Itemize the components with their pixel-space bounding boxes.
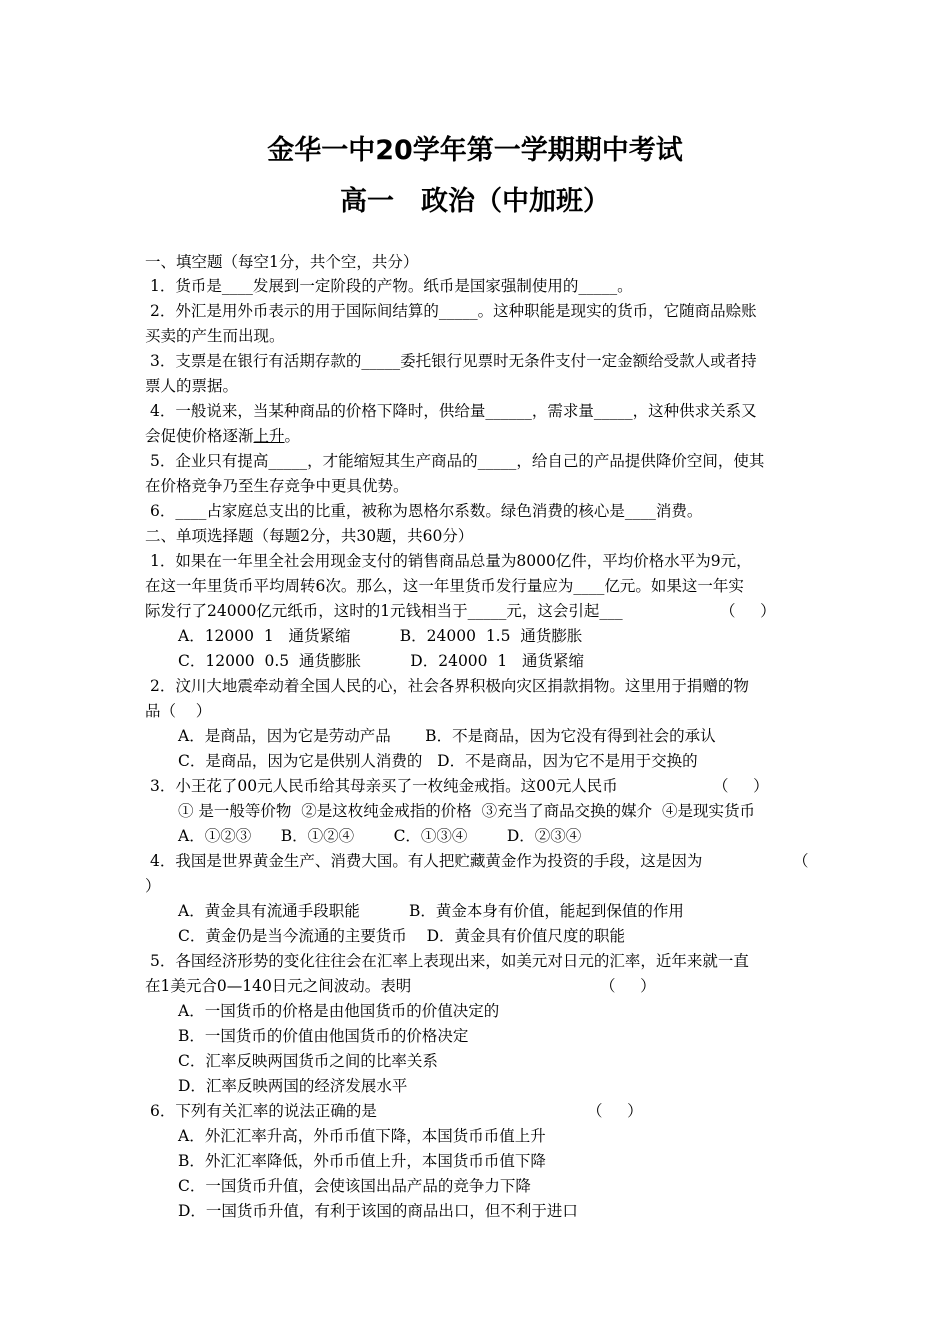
answer-parenthesis-q3: （ ） [713,777,769,795]
fill-blank-q1: 1．货币是____发展到一定阶段的产物。纸币是国家强制使用的_____。 [150,277,633,295]
choice-q4-line1: 4．我国是世界黄金生产、消费大国。有人把贮藏黄金作为投资的手段，这是因为 [150,852,703,870]
exam-title: 金华一中20学年第一学期期中考试 [267,135,683,166]
choice-q4-options-cd: C．黄金仍是当今流通的主要货币 D．黄金具有价值尺度的职能 [178,927,625,945]
choice-q3-statements: ① 是一般等价物 ②是这枚纯金戒指的价格 ③充当了商品交换的媒介 ④是现实货币 [178,802,755,820]
fill-blank-q5-line1: 5．企业只有提高_____，才能缩短其生产商品的_____，给自己的产品提供降价空间，使其 [150,452,765,470]
choice-q6-option-d: D．一国货币升值，有利于该国的商品出口，但不利于进口 [178,1202,578,1220]
answer-parenthesis-q1: （ ） [720,602,776,620]
choice-q4-options-ab: A．黄金具有流通手段职能 B．黄金本身有价值，能起到保值的作用 [178,902,684,920]
answer-parenthesis-q6: （ ） [587,1102,643,1120]
choice-q6-option-a: A．外汇汇率升高，外币币值下降，本国货币币值上升 [178,1127,546,1145]
choice-q1-line2: 在这一年里货币平均周转6次。那么，这一年里货币发行量应为____亿元。如果这一年实 [145,577,744,595]
choice-q1-line1: 1．如果在一年里全社会用现金支付的销售商品总量为8000亿件，平均价格水平为9元， [150,552,752,570]
choice-q1-line3: 际发行了24000亿元纸币，这时的1元钱相当于_____元，这会引起___ [145,602,623,620]
choice-q5-line2: 在1美元合0—140日元之间波动。表明 [145,977,412,995]
choice-q2-options-cd: C．是商品，因为它是供别人消费的 D．不是商品，因为它不是用于交换的 [178,752,698,770]
underlined-word: 上升 [253,427,285,445]
choice-q4-line2: ） [145,877,161,895]
choice-q5-option-a: A．一国货币的价格是由他国货币的价值决定的 [178,1002,500,1020]
fill-blank-q3-line1: 3．支票是在银行有活期存款的_____委托银行见票时无条件支付一定金额给受款人或者持 [150,352,757,370]
choice-q3-stem: 3．小王花了00元人民币给其母亲买了一枚纯金戒指。这00元人民币 [150,777,618,795]
section-fill-blank-heading: 一、填空题（每空1分，共个空，共分） [145,253,419,271]
choice-q3-options: A．①②③ B．①②④ C．①③④ D．②③④ [178,827,582,845]
fill-blank-q2-line2: 买卖的产生而出现。 [145,327,285,345]
choice-q5-option-c: C．汇率反映两国货币之间的比率关系 [178,1052,438,1070]
fill-blank-q5-line2: 在价格竞争乃至生存竞争中更具优势。 [145,477,409,495]
fill-blank-q4-line1: 4．一般说来，当某种商品的价格下降时，供给量______，需求量_____，这种供求关系又 [150,402,757,420]
choice-q2-line1: 2．汶川大地震牵动着全国人民的心，社会各界积极向灾区捐款捐物。这里用于捐赠的物 [150,677,749,695]
choice-q5-option-d: D．汇率反映两国的经济发展水平 [178,1077,408,1095]
sentence-end-mark: 。 [284,427,301,445]
answer-parenthesis-q5: （ ） [600,977,656,995]
fill-blank-q3-line2: 票人的票据。 [145,377,239,395]
answer-parenthesis-q4-open: （ [793,852,809,870]
choice-q6-stem: 6．下列有关汇率的说法正确的是 [150,1102,377,1120]
choice-q6-option-b: B．外汇汇率降低，外币币值上升，本国货币币值下降 [178,1152,546,1170]
fill-blank-q6: 6．____占家庭总支出的比重，被称为恩格尔系数。绿色消费的核心是____消费。 [150,502,703,520]
choice-q5-line1: 5．各国经济形势的变化往往会在汇率上表现出来，如美元对日元的汇率，近年来就一直 [150,952,749,970]
choice-q2-options-ab: A．是商品，因为它是劳动产品 B．不是商品，因为它没有得到社会的承认 [178,727,716,745]
choice-q1-options-cd: C．12000 0.5 通货膨胀 D．24000 1 通货紧缩 [178,652,585,670]
section-choice-heading: 二、单项选择题（每题2分，共30题，共60分） [145,527,474,545]
fill-blank-q4-line2 [145,424,300,449]
fill-blank-q2-line1: 2．外汇是用外币表示的用于国际间结算的_____。这种职能是现实的货币，它随商品赊账 [150,302,757,320]
choice-q5-option-b: B．一国货币的价值由他国货币的价格决定 [178,1027,469,1045]
exam-subtitle: 高一 政治（中加班） [340,186,610,217]
fill-blank-q4-line2-text: 会促使价格逐渐 [145,427,254,445]
choice-q6-option-c: C．一国货币升值，会使该国出品产品的竞争力下降 [178,1177,531,1195]
choice-q1-options-ab: A．12000 1 通货紧缩 B．24000 1.5 通货膨胀 [178,627,583,645]
choice-q2-line2: 品（ ） [145,702,212,720]
